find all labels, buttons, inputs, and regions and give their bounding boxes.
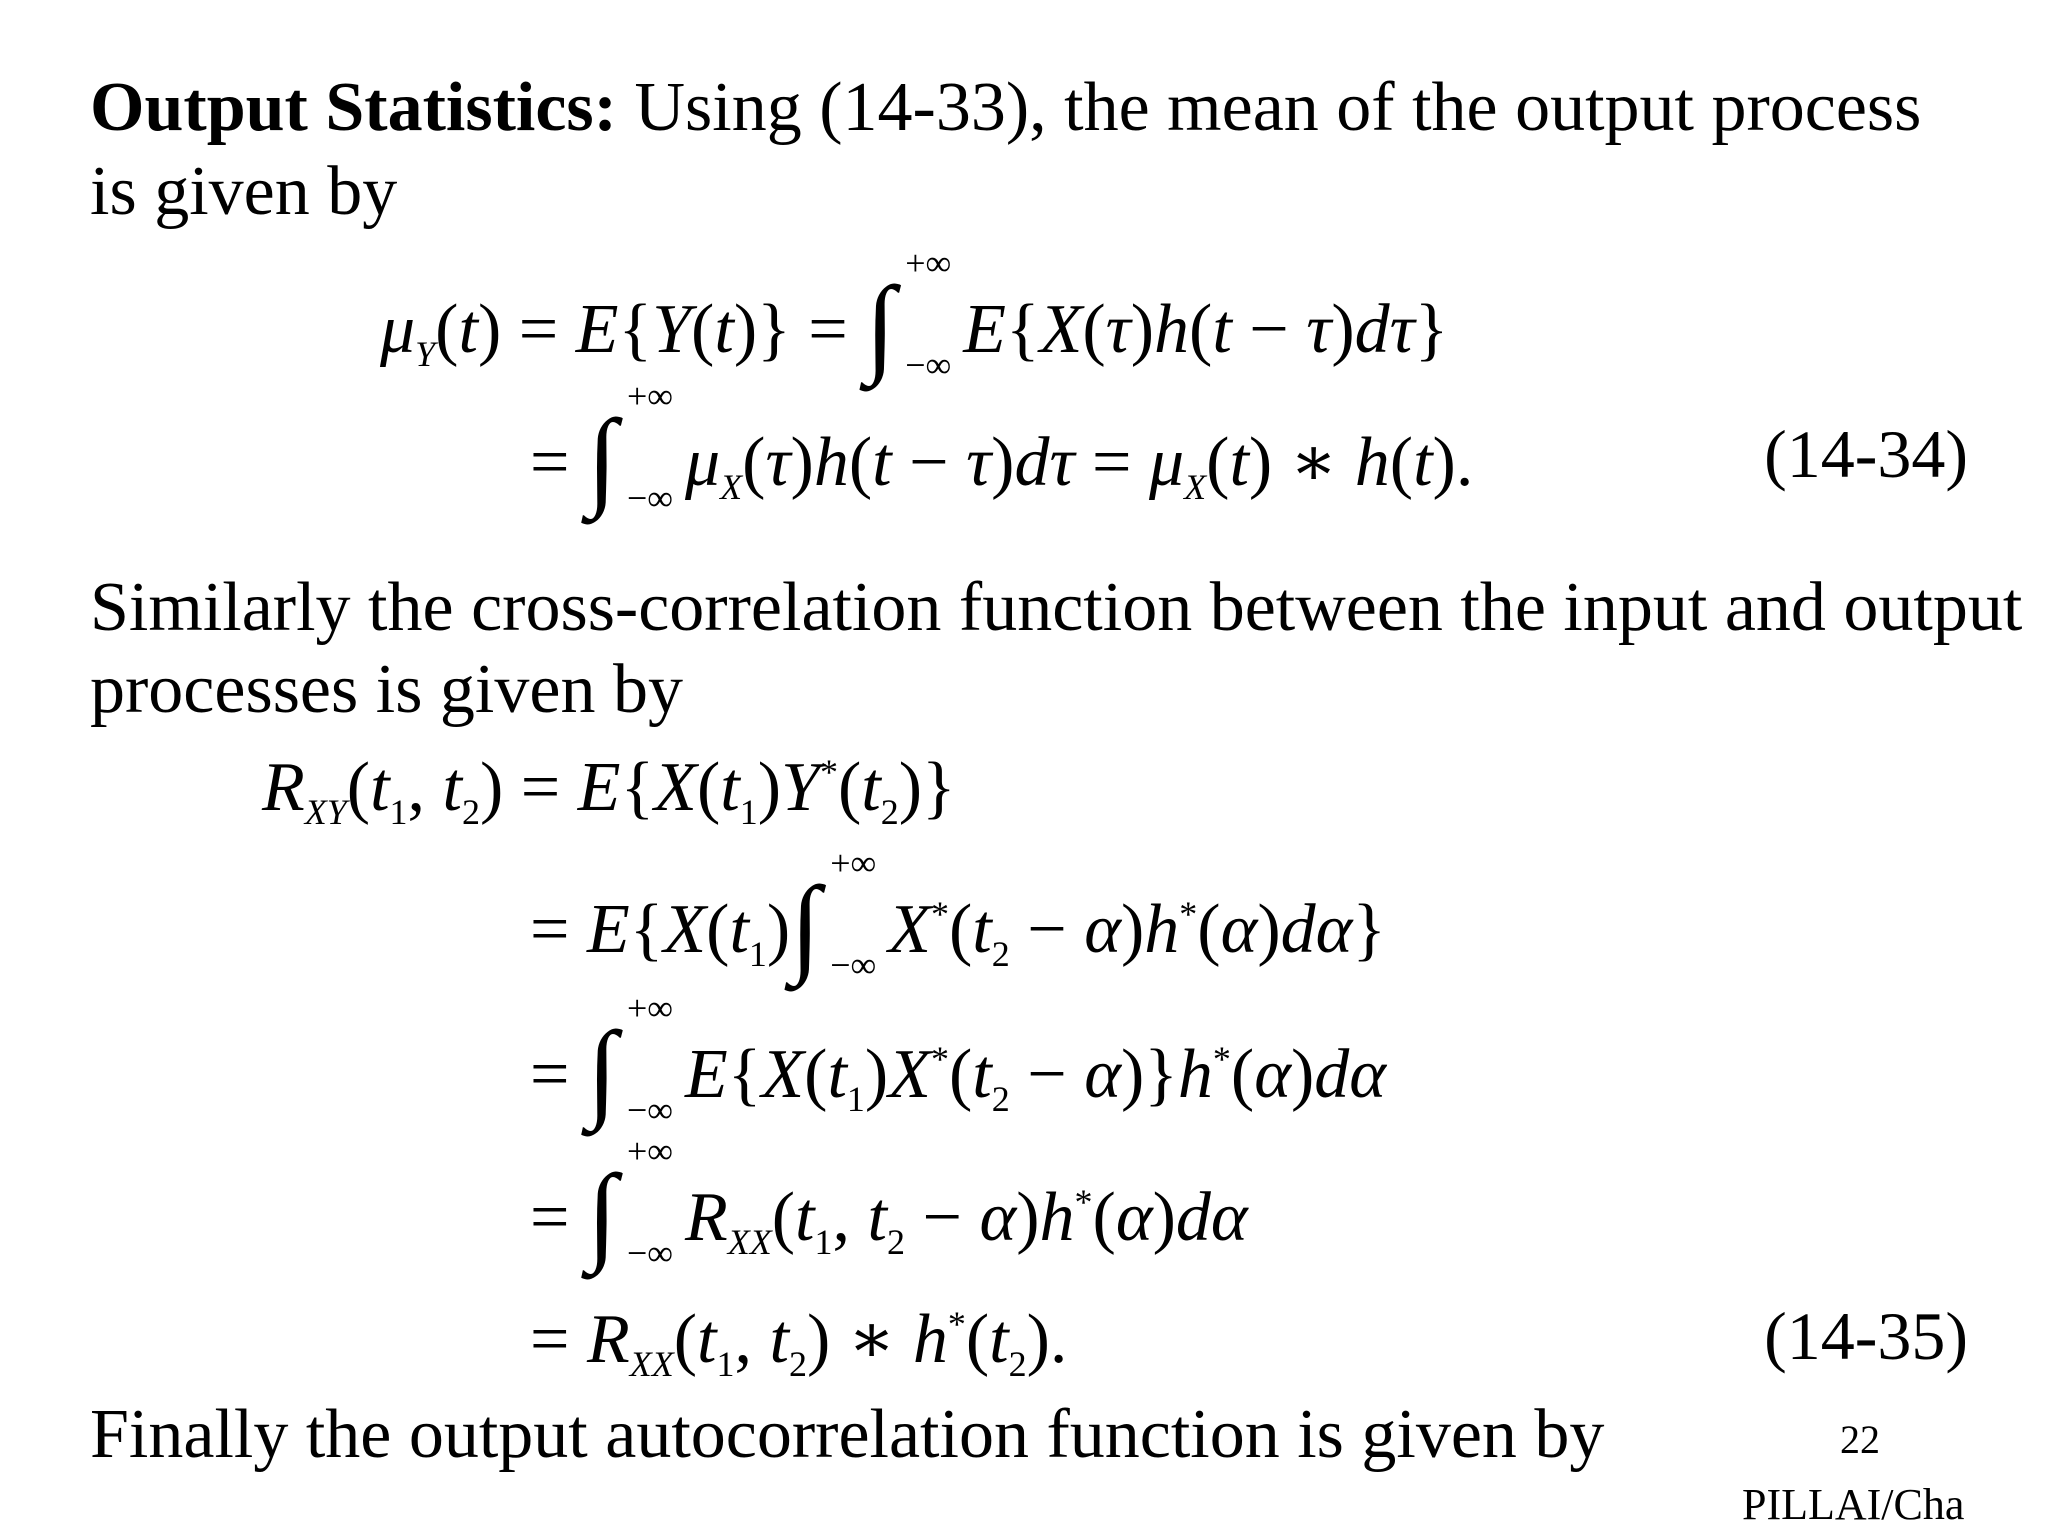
equation-number-14-35: (14-35) bbox=[1764, 1298, 1968, 1374]
autocorrelation-intro: Finally the output autocorrelation function is given by bbox=[90, 1396, 1605, 1473]
integral-sign: ∫ +∞ −∞ bbox=[790, 843, 877, 986]
intro-line-2: is given by bbox=[90, 153, 398, 230]
mean-equation-line-1: $\mu_Y(t) = E\{Y(t)\}$ = ∫ +∞ −∞ E{X(τ)h(t − τ)dτ} bbox=[380, 243, 1449, 386]
equation-number-14-34: (14-34) bbox=[1764, 416, 1968, 492]
mean-equation-line-2: = ∫ +∞ −∞ $\mu_X(\tau)h(t - \tau)d\tau = \mu_X(t)$ ∗ h(t). bbox=[530, 376, 1474, 519]
integral-sign: ∫ +∞ −∞ bbox=[586, 1131, 673, 1274]
page-number: 22 bbox=[1840, 1417, 1880, 1462]
cross-intro-line-2: processes is given by bbox=[90, 651, 683, 728]
cross-equation-line-3: = ∫ +∞ −∞ $E\{X(t_1)X^*(t_2 - \alpha)\}h^*(\alpha)d\alpha$ bbox=[530, 988, 1387, 1131]
integral-sign: ∫ +∞ −∞ bbox=[586, 988, 673, 1131]
cross-intro-line-1: Similarly the cross-correlation function between the input and output bbox=[90, 569, 2023, 646]
integral-sign: ∫ +∞ −∞ bbox=[865, 243, 952, 386]
intro-text: Using (14-33), the mean of the output process bbox=[616, 69, 1922, 146]
cross-equation-line-4: = ∫ +∞ −∞ $R_{XX}(t_1$, $t_2 - \alpha)h^*(\alpha)d\alpha$ bbox=[530, 1131, 1248, 1274]
section-heading: Output Statistics: bbox=[90, 69, 617, 146]
intro-line-1 bbox=[90, 68, 1921, 148]
cross-equation-line-5: = $R_{XX}(t_1$, $t_2$) ∗ $h^*(t_2)$. bbox=[530, 1301, 1068, 1384]
cross-equation-line-2: = $E\{X(t_1)\int$ +∞ −∞ $X^*(t_2 - \alpha)h^*(\alpha)d\alpha$} bbox=[530, 843, 1387, 986]
integral-sign: ∫ +∞ −∞ bbox=[586, 376, 673, 519]
author-footer: PILLAI/Cha bbox=[1742, 1480, 1965, 1529]
cross-equation-line-1: $R_{XY}(t_1$, $t_2) = E\{X(t_1)Y^*(t_2)\}$ bbox=[262, 749, 956, 832]
